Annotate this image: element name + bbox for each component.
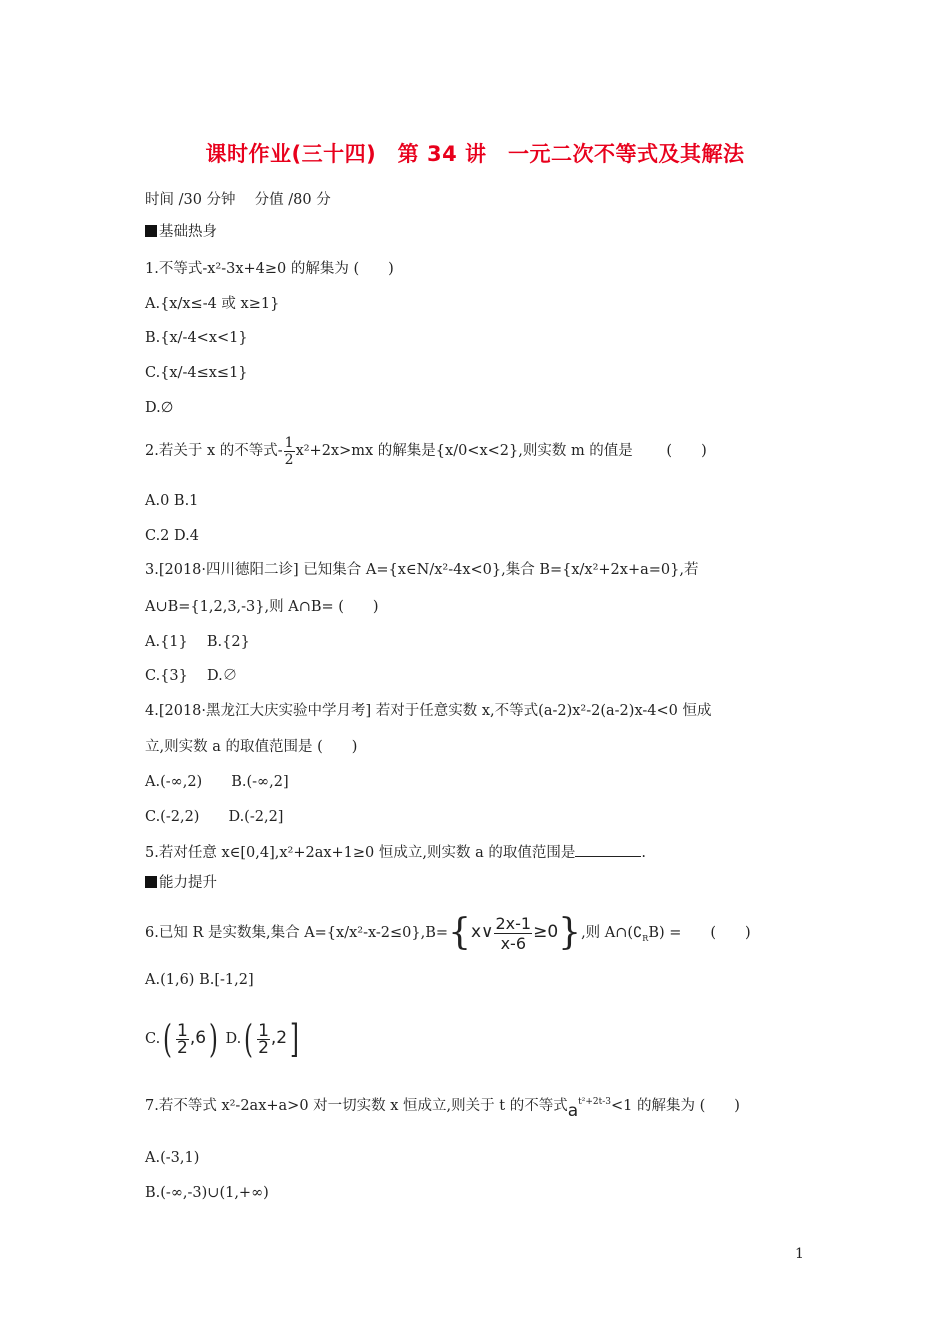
question-3-options-cd: C.{3} D.∅ [145,668,238,684]
section-label: 能力提升 [159,875,217,891]
fraction-one-half: $\frac{1}{2}$ [284,434,294,468]
question-4-line-1: 4.[2018·黑龙江大庆实验中学月考] 若对于任意实数 x,不等式(a-2)x²-2(a-2)x-4<0 恒成 [145,703,712,719]
time-score-line: 时间 /30 分钟 分值 /80 分 [145,192,331,208]
section-square-icon [145,225,157,237]
question-2-options-ab: A.0 B.1 [145,493,199,509]
fraction-one-half: $\frac{1}{2}$ [177,1020,188,1058]
section-advanced [145,873,217,893]
right-brace: } [558,912,582,953]
answer-blank[interactable] [575,842,641,857]
question-3-line-2: A∪B={1,2,3,-3},则 A∩B= ( ) [145,599,379,615]
question-6-options-ab: A.(1,6) B.[-1,2] [145,972,254,988]
question-2-options-cd: C.2 D.4 [145,528,199,544]
question-7-option-a: A.(-3,1) [145,1150,200,1166]
question-1-option-b: B.{x/-4<x<1} [145,330,248,346]
question-2-stem: 2.若关于 x 的不等式- $\frac{1}{2}$ x²+2x>mx 的解集是{x/0<x<2},则实数 m 的值是 ( ) [145,434,707,468]
question-6-options-cd: C.( $\frac{1}{2}$ ,6) D.( $\frac{1}{2}$ ,2] [145,1017,299,1061]
section-label: 基础热身 [159,224,217,240]
left-brace: { [448,912,471,953]
page-title: 课时作业(三十四) 第 34 讲 一元二次不等式及其解法 [205,142,745,166]
question-4-options-ab: A.(-∞,2) B.(-∞,2] [145,774,289,790]
fraction-set-b: $\frac{2x-1}{x-6}$ [495,913,532,953]
question-7-stem: 7.若不等式 x²-2ax+a>0 对一切实数 x 恒成立,则关于 t 的不等式$a^{t^2+2t-3}<1$ 的解集为 ( ) [145,1097,740,1121]
question-5-stem: 5.若对任意 x∈[0,4],x²+2ax+1≥0 恒成立,则实数 a 的取值范围是 . [145,842,646,863]
question-1-option-a: A.{x/x≤-4 或 x≥1} [145,296,280,312]
question-1-stem: 1.不等式-x²-3x+4≥0 的解集为 ( ) [145,261,394,277]
question-6-stem: 6.已知 R 是实数集,集合 A={x/x²-x-2≤0},B={x∨ $\frac{2x-1}{x-6}$ ≥0},则 $A\cap(∁_RB)$ = ( ) [145,912,751,953]
question-1-option-d: D.∅ [145,400,174,416]
question-1-option-c: C.{x/-4≤x≤1} [145,365,248,381]
question-3-line-1: 3.[2018·四川德阳二诊] 已知集合 A={x∈N/x²-4x<0},集合 B={x/x²+2x+a=0},若 [145,562,699,578]
section-square-icon [145,876,157,888]
question-4-line-2: 立,则实数 a 的取值范围是 ( ) [145,739,358,755]
question-3-options-ab: A.{1} B.{2} [145,634,250,650]
question-4-options-cd: C.(-2,2) D.(-2,2] [145,809,284,825]
question-7-option-b: B.(-∞,-3)∪(1,+∞) [145,1185,269,1201]
page-number: 1 [795,1246,804,1262]
section-basic [145,222,217,242]
fraction-one-half: $\frac{1}{2}$ [258,1020,269,1058]
